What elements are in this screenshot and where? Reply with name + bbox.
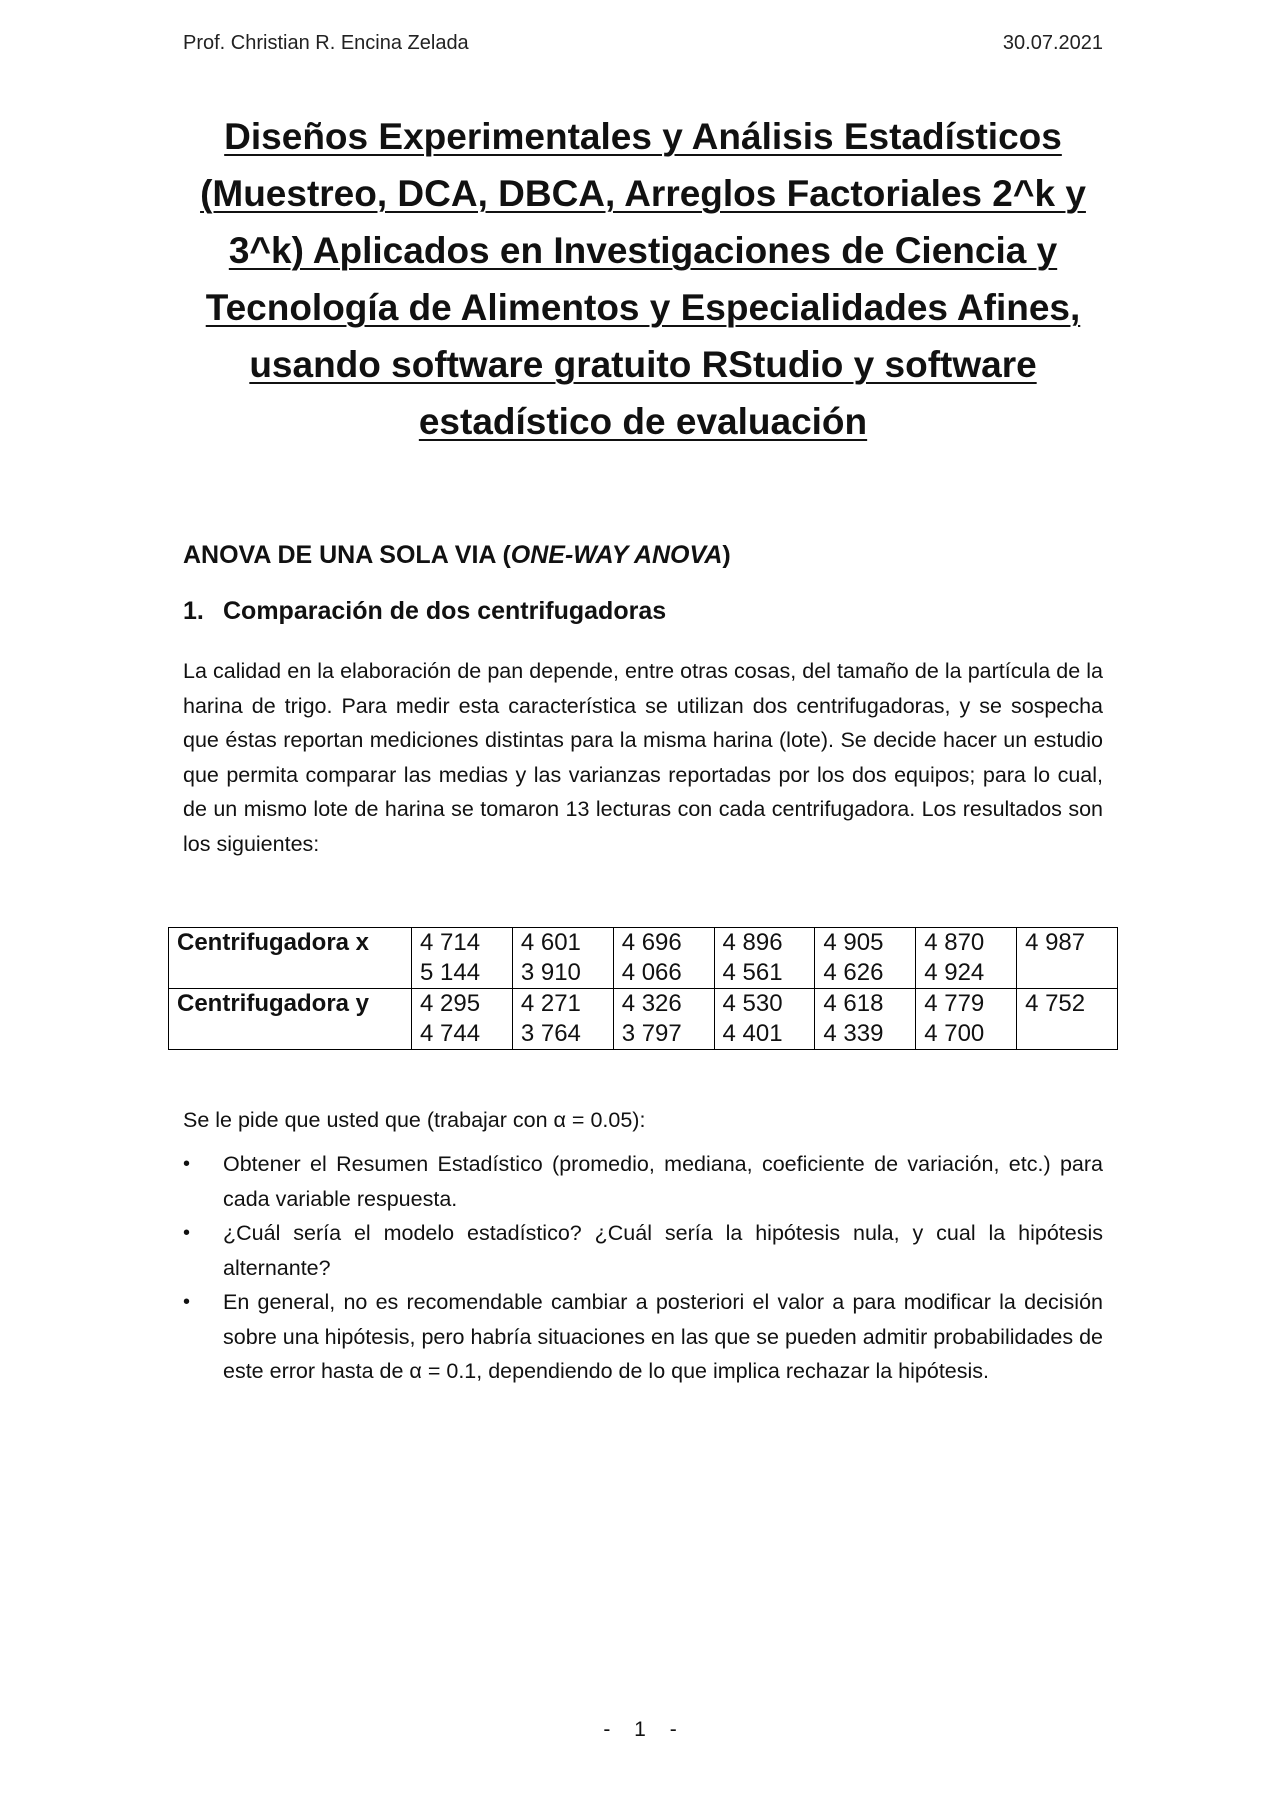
cell-value: 3 797 [621, 1020, 682, 1047]
table-cell [815, 928, 916, 989]
page-header [183, 32, 1103, 55]
task-instruction: Se le pide que usted que (trabajar con α = 0.05): [183, 1108, 646, 1132]
cell-value: 4 626 [823, 959, 884, 986]
cell-value: 3 764 [520, 1020, 581, 1047]
row-label: Centrifugadora y [169, 989, 412, 1050]
footer-dash-right: - [669, 1718, 677, 1741]
author-name: Prof. Christian R. Encina Zelada [183, 32, 469, 54]
problem-paragraph: La calidad en la elaboración de pan depende, entre otras cosas, del tamaño de la partícula de la harina de trigo. Para medir esta característica se utilizan dos centrifugadoras, y se sospecha que éstas reportan mediciones distintas para la misma harina (lote). Se decide hacer un estudio que permita comparar las medias y las varianzas reportadas por los dos equipos; para lo cual, de un mismo lote de harina se tomaron 13 lecturas con cada centrifugadora. Los resultados son los siguientes: [183, 659, 1103, 856]
table-cell [412, 989, 513, 1050]
cell-value: 4 530 [722, 990, 783, 1017]
cell-value: 4 744 [420, 1020, 481, 1047]
list-item-text: ¿Cuál sería el modelo estadístico? ¿Cuál sería la hipótesis nula, y cual la hipótesis alternante? [223, 1221, 1103, 1280]
document-title: Diseños Experimentales y Análisis Estadísticos (Muestreo, DCA, DBCA, Arreglos Factoriales 2^k y 3^k) Aplicados en Investigaciones de Ciencia y Tecnología de Alimentos y Especialidades Afines, usando software gratuito RStudio y software estadístico de evaluación [200, 116, 1086, 442]
cell-value: 4 326 [621, 990, 682, 1017]
table-cell [512, 989, 613, 1050]
cell-value [1025, 958, 1109, 988]
cell-value: 4 401 [722, 1020, 783, 1047]
table-cell [412, 928, 513, 989]
cell-value [1025, 1019, 1109, 1049]
header-date: 30.07.2021 [1002, 32, 1103, 54]
cell-value: 3 910 [520, 959, 581, 986]
cell-value: 4 696 [621, 929, 682, 956]
cell-value: 4 271 [520, 990, 581, 1017]
table-cell [916, 989, 1017, 1050]
cell-value: 4 779 [924, 990, 985, 1017]
table-cell [512, 928, 613, 989]
list-item-text: En general, no es recomendable cambiar a posteriori el valor a para modificar la decisión sobre una hipótesis, pero habría situaciones en las que se pueden admitir probabilidades de este error hasta de α = 0.1, dependiendo de lo que implica rechazar la hipótesis. [223, 1290, 1103, 1383]
cell-value: 4 561 [722, 959, 783, 986]
subsection-number: 1. [183, 597, 204, 625]
table-cell [916, 928, 1017, 989]
table-cell [613, 928, 714, 989]
bullet-icon: • [183, 1222, 191, 1244]
cell-value: 4 066 [621, 959, 682, 986]
list-item [183, 1216, 1103, 1285]
cell-value: 4 601 [520, 929, 581, 956]
table-cell [1017, 989, 1118, 1050]
cell-value: 4 295 [420, 990, 481, 1017]
table-row [169, 989, 1118, 1050]
table-cell [613, 989, 714, 1050]
cell-value: 4 896 [722, 929, 783, 956]
table-cell [714, 928, 815, 989]
list-item [183, 1285, 1103, 1389]
footer-dash-left: - [603, 1718, 611, 1741]
centrifuge-data-table [168, 927, 1118, 1050]
section-heading-main: ANOVA DE UNA SOLA VIA ( [183, 541, 511, 569]
table-cell [815, 989, 916, 1050]
bullet-icon: • [183, 1153, 191, 1175]
table-row [169, 928, 1118, 989]
cell-value: 4 924 [924, 959, 985, 986]
page-number: 1 [634, 1718, 646, 1741]
section-heading-close: ) [722, 541, 731, 569]
bullet-icon: • [183, 1291, 191, 1313]
subsection-title: Comparación de dos centrifugadoras [223, 597, 667, 625]
table-cell [714, 989, 815, 1050]
subsection-heading [183, 597, 666, 626]
list-item [183, 1147, 1103, 1216]
table-cell [1017, 928, 1118, 989]
task-bullet-list [183, 1147, 1103, 1389]
cell-value: 4 714 [420, 929, 481, 956]
cell-value: 4 618 [823, 990, 884, 1017]
cell-value: 4 700 [924, 1020, 985, 1047]
section-heading [183, 541, 731, 570]
page-footer [0, 1718, 1280, 1742]
cell-value: 4 339 [823, 1020, 884, 1047]
row-label: Centrifugadora x [169, 928, 412, 989]
section-heading-italic: ONE-WAY ANOVA [510, 541, 723, 569]
cell-value: 4 987 [1025, 929, 1086, 956]
cell-value: 5 144 [420, 959, 481, 986]
cell-value: 4 752 [1025, 990, 1086, 1017]
cell-value: 4 870 [924, 929, 985, 956]
cell-value: 4 905 [823, 929, 884, 956]
list-item-text: Obtener el Resumen Estadístico (promedio, mediana, coeficiente de variación, etc.) para cada variable respuesta. [223, 1152, 1103, 1211]
